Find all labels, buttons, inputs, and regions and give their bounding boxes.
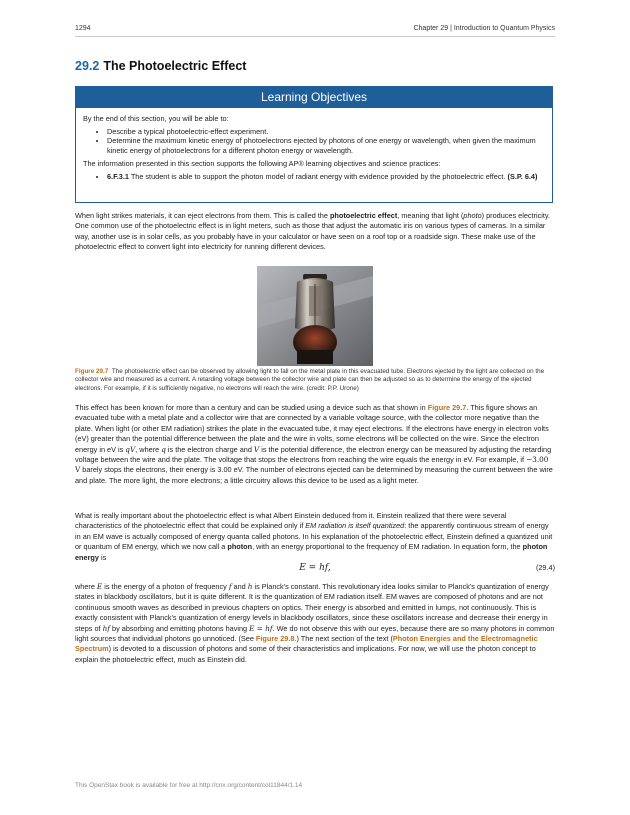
ap-practice: (S.P. 6.4) xyxy=(507,171,538,181)
figure-photo-evacuated-tube xyxy=(257,266,373,366)
figure-caption xyxy=(75,368,555,393)
chapter-header: Chapter 29 | Introduction to Quantum Physics xyxy=(413,25,555,32)
section-title xyxy=(75,59,246,73)
ap-text: The student is able to support the photon model of radiant energy with evidence provided by the photoelectric effect. xyxy=(130,171,506,181)
equation-number: (29.4) xyxy=(535,563,555,572)
paragraph-einstein: What is really important about the photoelectric effect is what Albert Einstein deduced from it. Einstein realized that there were several characteristics of the photoelectric effect that could be explained only if EM radiation is itself quantized: the apparently continuous stream of energy in an EM wave is actually composed of energy quanta called photons. In his explanation of the photoelectric effect, Einstein defined a quantized unit or quantum of EM energy, which we now call a photon, with an energy proportional to the frequency of EM radiation. In equation form, the photon energy is xyxy=(75,511,553,562)
math-E: E xyxy=(96,582,103,591)
term-photon: photon xyxy=(227,542,253,552)
objectives-intro: By the end of this section, you will be able to: xyxy=(83,114,229,123)
ap-intro: The information presented in this section supports the following AP® learning objectives and science practices: xyxy=(83,159,441,169)
paragraph-planck: where E is the energy of a photon of frequency f and h is Planck's constant. This revolutionary idea looks similar to Planck's quantization of energy states in blackbody oscillators, but it is quite different. It is the quantization of EM radiation itself. EM waves are composed of photons and are not continuous smooth waves as described in previous chapters on optics. Their energy is absorbed and emitted in lumps, not continuously. This is exactly consistent with Planck's quantization of energy levels in blackbody oscillators, since these oscillators increase and decrease their energy in steps of hf by absorbing and emitting photons having E = hf. We do not observe this with our eyes, because there are so many photons in common light sources that individual photons go unnoticed. (See Figure 29.8.) The next section of the text (Photon Energies and the Electromagnetic Spectrum) is devoted to a discussion of photons and some of their characteristics and implications. For now, we will use the photon concept to explain the photoelectric effect, much as Einstein did. xyxy=(75,582,555,664)
page-number: 1294 xyxy=(75,25,91,32)
header-divider xyxy=(75,36,555,37)
math-qV: qV xyxy=(125,444,136,454)
figure-caption-text: The photoelectric effect can be observed by allowing light to fall on the metal plate in this evacuated tube. Electrons ejected by the light are collected on the collector wire and measured as a current. A retarding voltage between the collector wire and plate can then be adjusted so as to determine the energy of the ejected electrons. For example, if it is sufficiently negative, no electrons will reach the wire. (credit: P.P. Urone) xyxy=(75,368,545,392)
term-photon-energy: photon energy xyxy=(75,542,548,562)
objective-item: • Determine the maximum kinetic energy of photoelectrons ejected by photons of one energy or wavelength, when given the maximum kinetic energy of photoelectrons for a different photon energy or wavelength. xyxy=(107,136,544,155)
section-number: 29.2 xyxy=(75,59,100,73)
learning-objectives-box xyxy=(75,86,553,203)
section-title-text: The Photoelectric Effect xyxy=(103,59,247,73)
ap-code: 6.F.3.1 xyxy=(107,171,129,181)
paragraph-intro: When light strikes materials, it can eject electrons from them. This is called the photoelectric effect, meaning that light (photo) produces electricity. One common use of the photoelectric effect is in light meters, such as those that adjust the automatic iris on various types of cameras. In a similar way, another use is in solar cells, as you probably have in your calculator or have seen on a roof top or a roadside sign. These make use of the photoelectric effect to convert light into electricity for running different devices. xyxy=(75,211,551,252)
math-hf: hf xyxy=(102,623,110,633)
ap-objective-item xyxy=(107,172,544,182)
figure-29-8-link[interactable]: Figure 29.8 xyxy=(255,634,295,644)
math-voltage: −3.00 V xyxy=(75,455,549,475)
equation-expression: E = hf, xyxy=(299,563,331,573)
math-f: f xyxy=(228,582,232,591)
term-photoelectric-effect: photoelectric effect xyxy=(329,211,398,220)
math-q: q xyxy=(161,444,166,454)
ap-objectives-list xyxy=(83,172,544,182)
math-V: V xyxy=(253,444,260,454)
figure-29-7-link[interactable]: Figure 29.7 xyxy=(427,403,467,412)
figure-label: Figure 29.7 xyxy=(75,368,109,375)
vacuum-tube-image xyxy=(257,266,373,366)
learning-objectives-heading: Learning Objectives xyxy=(76,87,552,108)
math-h: h xyxy=(247,582,253,591)
paragraph-device: This effect has been known for more than a century and can be studied using a device such as that shown in Figure 29.7. This figure shows an evacuated tube with a metal plate and a collector wire that are connected by a variable voltage source, with the collector more negative than the plate. When light (or other EM radiation) strikes the plate in the evacuated tube, it may eject electrons. If the electrons have energy in electron volts (eV) greater than the potential difference between the plate and the wire in volts, some electrons will be collected on the wire. Since the electron energy in eV is qV, where q is the electron charge and V is the potential difference, the electron energy can be measured by adjusting the retarding voltage between the wire and the plate. The voltage that stops the electrons from reaching the wire equals the energy in eV. For example, if −3.00 V barely stops the electrons, their energy is 3.00 eV. The number of electrons ejected can be determined by measuring the current between the wire and plate. The more light, the more electrons; a little circuitry allows this device to be used as a light meter. xyxy=(75,403,553,485)
emphasis-quantized: EM radiation is itself quantized xyxy=(305,521,405,531)
equation-29-4 xyxy=(75,563,555,577)
objective-item: • Describe a typical photoelectric-effect experiment. xyxy=(107,127,544,137)
objectives-list xyxy=(83,127,544,156)
math-E-hf: E = hf xyxy=(249,623,273,633)
footer-note: This OpenStax book is available for free at http://cnx.org/content/col11844/1.14 xyxy=(75,782,303,789)
section-link-photon-energies[interactable]: Photon Energies and the Electromagnetic Spectrum xyxy=(75,634,538,654)
